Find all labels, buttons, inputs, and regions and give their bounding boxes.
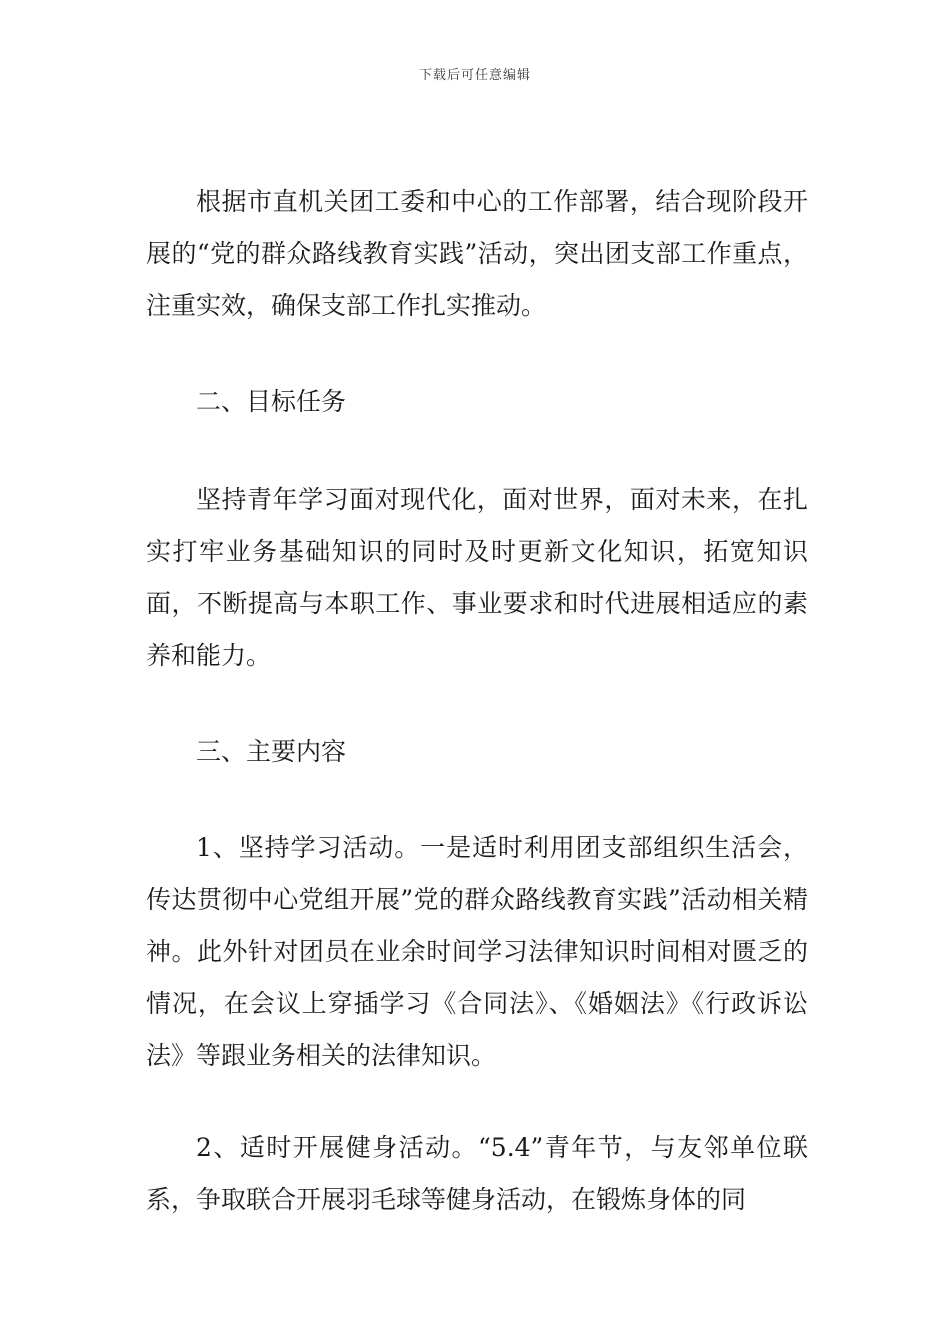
- paragraph-fitness-activity: 2、适时开展健身活动。“5.4”青年节，与友邻单位联系，争取联合开展羽毛球等健身活动，在锻炼身体的同: [146, 1133, 808, 1214]
- page-header-note: 下载后可任意编辑: [418, 68, 531, 83]
- section-heading-goals: 二、目标任务: [196, 387, 347, 416]
- paragraph-intro: 根据市直机关团工委和中心的工作部署，结合现阶段开展的“党的群众路线教育实践”活动，突出团支部工作重点，注重实效，确保支部工作扎实推动。: [146, 187, 808, 320]
- section-heading-content: 三、主要内容: [196, 737, 347, 766]
- paragraph-study-activity: 1、坚持学习活动。一是适时利用团支部组织生活会，传达贯彻中心党组开展”党的群众路线教育实践”活动相关精神。此外针对团员在业余时间学习法律知识时间相对匮乏的情况，在会议上穿插学习《合同法》、《婚姻法》《行政诉讼法》等跟业务相关的法律知识。: [146, 833, 808, 1070]
- paragraph-goals: 坚持青年学习面对现代化，面对世界，面对未来，在扎实打牢业务基础知识的同时及时更新文化知识，拓宽知识面，不断提高与本职工作、事业要求和时代进展相适应的素养和能力。: [146, 485, 808, 670]
